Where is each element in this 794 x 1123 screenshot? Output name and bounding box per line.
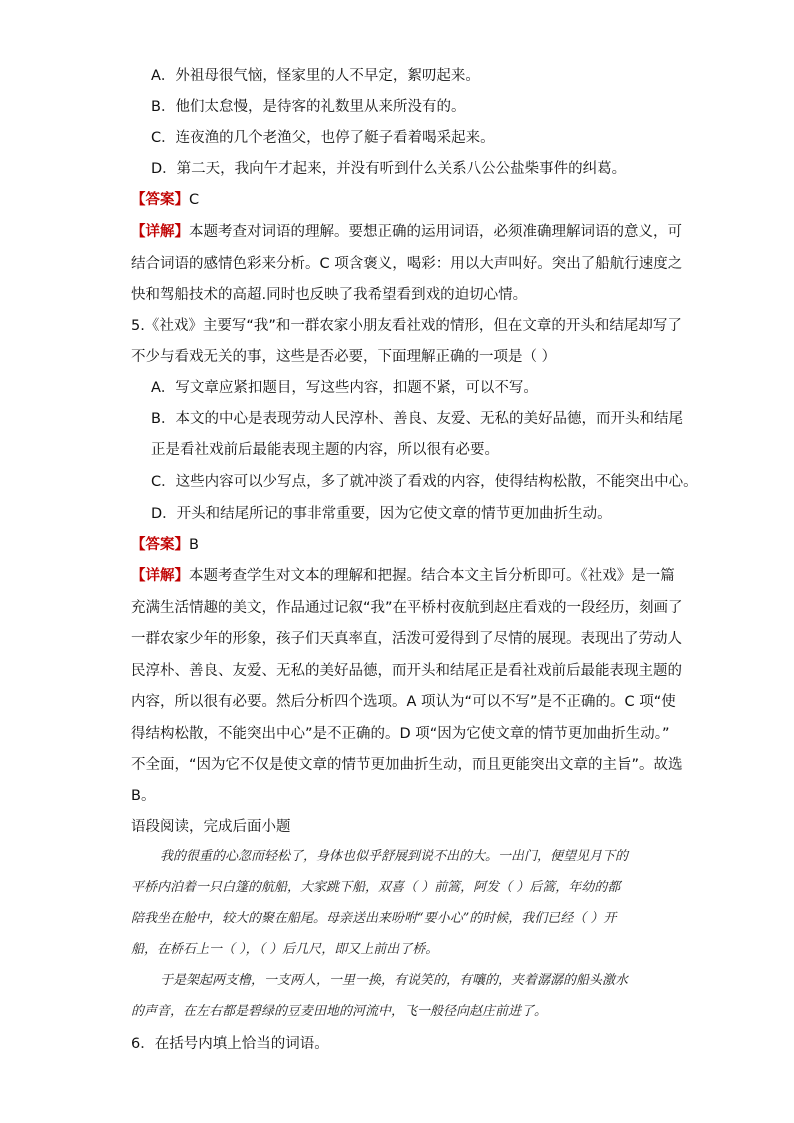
q5-option-c: C．这些内容可以少写点，多了就冲淡了看戏的内容，使得结构松散，不能突出中心。 — [151, 474, 698, 490]
q5-option-b: B．本文的中心是表现劳动人民淳朴、善良、友爱、无私的美好品德，而开头和结尾 — [151, 411, 683, 427]
q4-answer-value: C — [189, 192, 200, 208]
q5-option-a: A．写文章应紧扣题目，写这些内容，扣题不紧，可以不写。 — [151, 380, 538, 396]
passage-line-1: 我的很重的心忽而轻松了，身体也似乎舒展到说不出的大。一出门，便望见月下的 — [160, 849, 629, 864]
passage-line-5: 于是架起两支橹，一支两人，一里一换，有说笑的，有嚷的，夹着潺潺的船头激水 — [160, 973, 629, 988]
passage-line-2: 平桥内泊着一只白篷的航船，大家跳下船，双喜（ ）前篙，阿发（ ）后篙，年幼的都 — [131, 880, 621, 895]
q5-detail-line-1: 【详解】本题考查学生对文本的理解和把握。结合本文主旨分析即可。《社戏》是一篇 — [131, 568, 675, 584]
answer-tag: 【答案】 — [131, 192, 189, 208]
section-heading: 语段阅读，完成后面小题 — [131, 819, 291, 835]
detail-tag: 【详解】 — [131, 568, 189, 584]
q4-detail-line-1: 【详解】本题考查对词语的理解。要想正确的运用词语，必须准确理解词语的意义，可 — [131, 224, 682, 240]
q5-detail-line-5: 内容，所以很有必要。然后分析四个选项。A 项认为“可以不写”是不正确的。C 项“使 — [131, 694, 676, 710]
q5-stem-line-2: 不少与看戏无关的事，这些是否必要，下面理解正确的一项是（ ） — [131, 349, 557, 365]
q4-answer — [131, 190, 671, 210]
q5-stem-line-1: 5.《社戏》主要写“我”和一群农家小朋友看社戏的情形，但在文章的开头和结尾却写了 — [131, 318, 682, 334]
q5-answer — [131, 535, 671, 555]
passage-line-3: 陪我坐在舱中，较大的聚在船尾。母亲送出来吩咐“要小心”的时候，我们已经（ ）开 — [131, 911, 617, 926]
q5-detail-line-4: 民淳朴、善良、友爱、无私的美好品德，而开头和结尾正是看社戏前后最能表现主题的 — [131, 663, 682, 679]
q5-detail-line-8: B。 — [131, 788, 156, 804]
q4-detail-line-3: 快和驾船技术的高超.同时也反映了我希望看到戏的迫切心情。 — [131, 287, 528, 303]
answer-tag: 【答案】 — [131, 537, 189, 553]
q4-detail-line-2: 结合词语的感情色彩来分析。C 项含褒义，喝彩：用以大声叫好。突出了船航行速度之 — [131, 256, 683, 272]
passage-line-4: 船，在桥石上一（ ），（ ）后几尺，即又上前出了桥。 — [131, 942, 439, 957]
q5-detail-line-3: 一群农家少年的形象，孩子们天真率直，活泼可爱得到了尽情的展现。表现出了劳动人 — [131, 631, 682, 647]
q5-option-b-cont: 正是看社戏前后最能表现主题的内容，所以很有必要。 — [151, 442, 499, 458]
q4-option-c: C．连夜渔的几个老渔父，也停了艇子看着喝采起来。 — [151, 130, 495, 146]
q6-stem: 6．在括号内填上恰当的词语。 — [131, 1036, 329, 1052]
q5-answer-value: B — [189, 537, 199, 553]
q4-option-b: B．他们太怠慢，是待客的礼数里从来所没有的。 — [151, 99, 466, 115]
q5-option-d: D．开头和结尾所记的事非常重要，因为它使文章的情节更加曲折生动。 — [151, 506, 612, 522]
q4-option-d: D．第二天，我向午才起来，并没有听到什么关系八公公盐柴事件的纠葛。 — [151, 161, 627, 177]
detail-tag: 【详解】 — [131, 224, 189, 240]
q5-detail-line-6: 得结构松散，不能突出中心”是不正确的。D 项“因为它使文章的情节更加曲折生动。” — [131, 726, 670, 742]
q5-detail-line-2: 充满生活情趣的美文，作品通过记叙“我”在平桥村夜航到赵庄看戏的一段经历，刻画了 — [131, 600, 683, 616]
q4-option-a: A．外祖母很气恼，怪家里的人不早定，絮叨起来。 — [151, 68, 480, 84]
q5-detail-line-7: 不全面，“因为它不仅是使文章的情节更加曲折生动，而且更能突出文章的主旨”。故选 — [131, 757, 683, 773]
passage-line-6: 的声音，在左右都是碧绿的豆麦田地的河流中，飞一般径向赵庄前进了。 — [131, 1004, 548, 1019]
